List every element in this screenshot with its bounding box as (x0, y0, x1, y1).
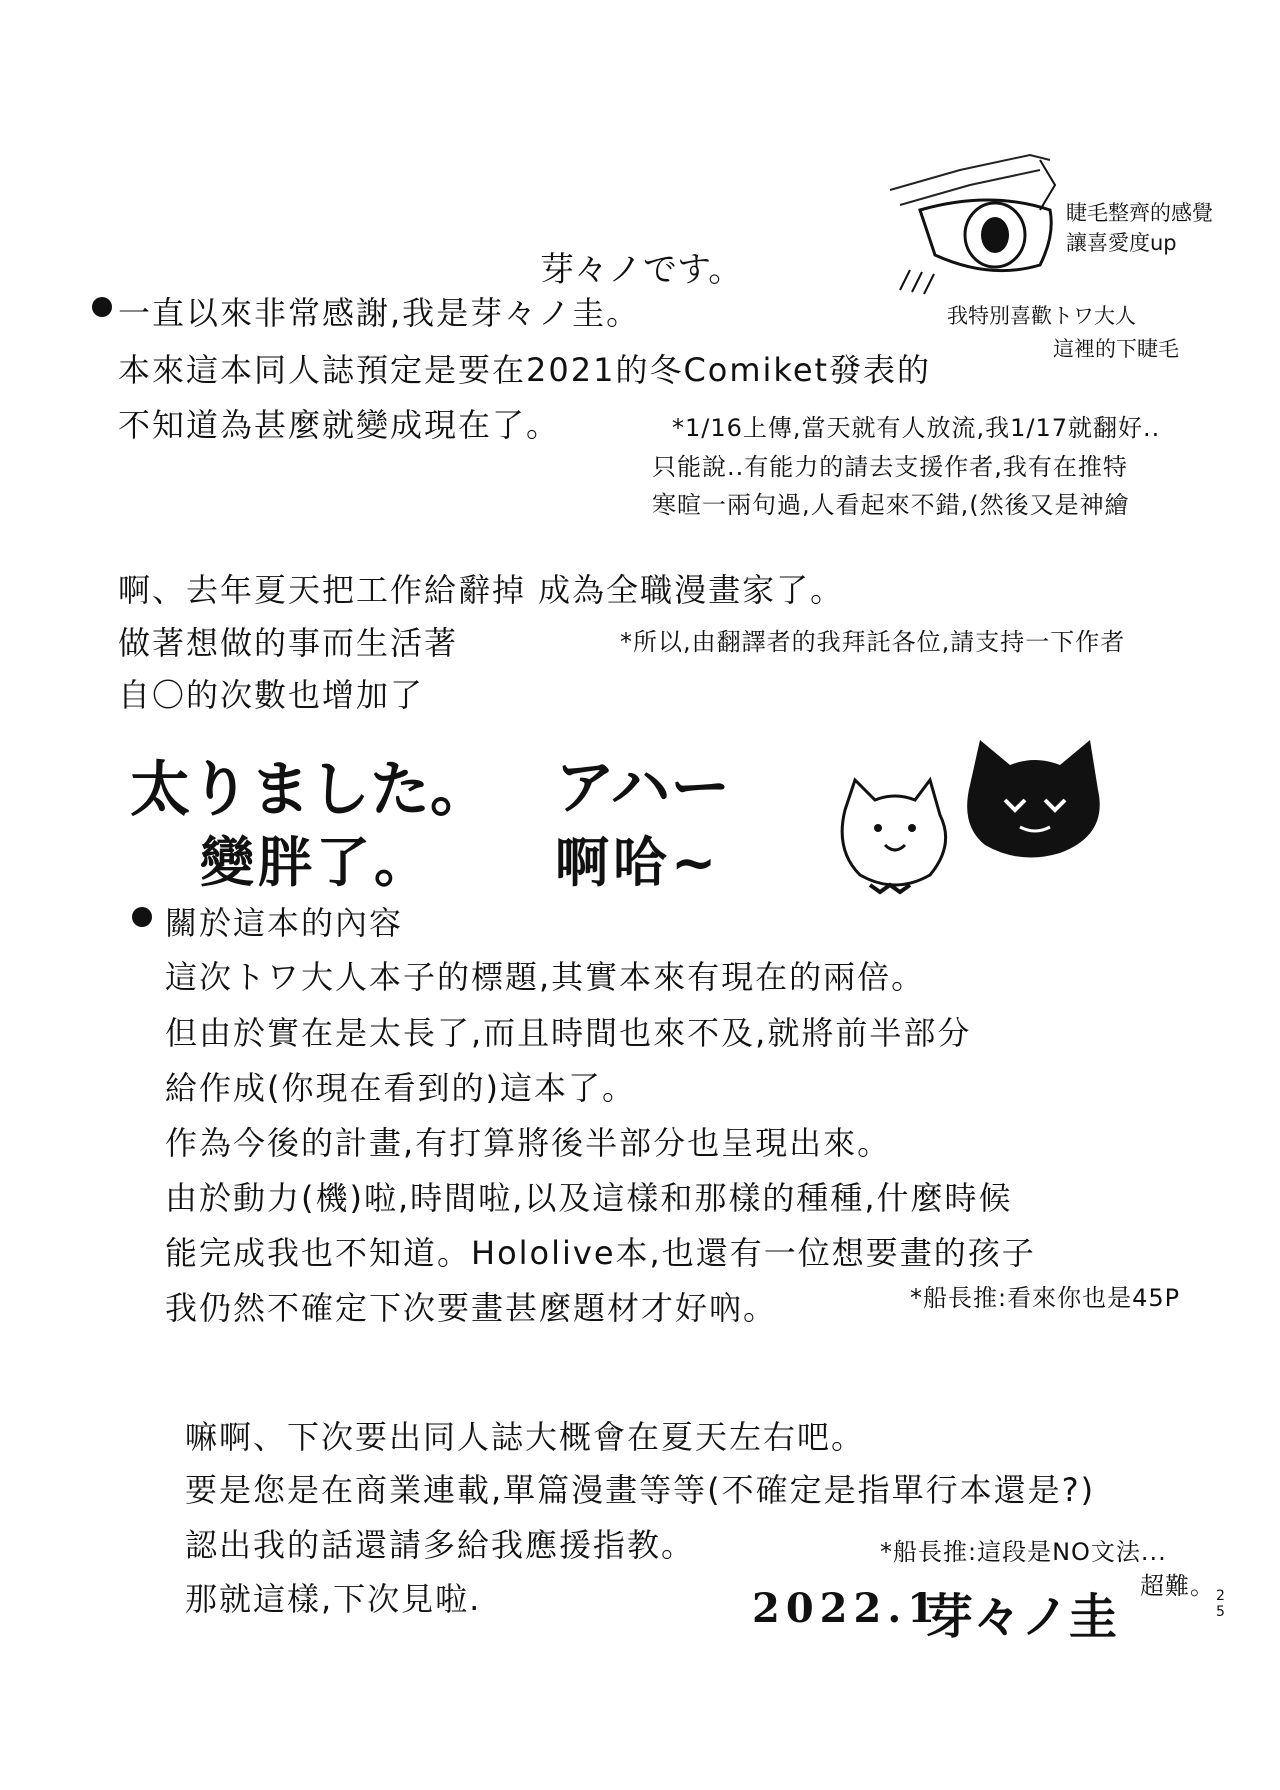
page-number: 25 (1216, 1588, 1225, 1620)
captain-note-2-line-2: 超難。 (1140, 1572, 1215, 1600)
translator-note-line-3: 寒暄一兩句過,人看起來不錯,(然後又是神繪 (652, 491, 1130, 519)
update-line-2: 做著想做的事而生活著 (118, 624, 459, 662)
intro-line-2: 本來這本同人誌預定是要在2021的冬Comiket發表的 (118, 351, 932, 389)
eye-doodle (880, 150, 1080, 320)
support-note: *所以,由翻譯者的我拜託各位,請支持一下作者 (620, 628, 1126, 656)
content-line-2: 但由於實在是太長了,而且時間也來不及,就將前半部分 (165, 1014, 972, 1052)
laugh-jp: アハー (555, 753, 731, 823)
lash-note-line-1: 我特別喜歡トワ大人 (947, 304, 1136, 328)
closing-line-4: 那就這樣,下次見啦. (185, 1580, 482, 1618)
content-line-7: 我仍然不確定下次要畫甚麼題材才好吶。 (165, 1289, 778, 1327)
content-line-5: 由於動力(機)啦,時間啦,以及這樣和那樣的種種,什麼時候 (165, 1179, 1013, 1217)
content-heading: 關於這本的內容 (165, 904, 404, 942)
translator-note-line-1: *1/16上傳,當天就有人放流,我1/17就翻好.. (672, 414, 1161, 442)
content-line-6: 能完成我也不知道。Hololive本,也還有一位想要畫的孩子 (165, 1234, 1036, 1272)
content-line-1: 這次トワ大人本子的標題,其實本來有現在的兩倍。 (165, 958, 926, 996)
eye-note-line-2: 讓喜愛度up (1066, 231, 1177, 255)
black-cat-doodle (960, 735, 1110, 865)
captain-note-2-line-1: *船長推:這段是NO文法... (880, 1538, 1167, 1566)
signature-jp: 芽々ノです。 (540, 250, 743, 290)
intro-line-1: 一直以來非常感謝,我是芽々ノ圭。 (118, 294, 641, 332)
signature: 芽々ノ圭 (925, 1589, 1118, 1645)
translator-note-line-2: 只能說..有能力的請去支援作者,我有在推特 (652, 453, 1128, 481)
date: 2022.1 (752, 1585, 942, 1632)
eye-note-line-1: 睫毛整齊的感覺 (1066, 201, 1213, 225)
closing-line-2: 要是您是在商業連載,單篇漫畫等等(不確定是指單行本還是?) (185, 1471, 1096, 1509)
update-line-1: 啊、去年夏天把工作給辭掉 成為全職漫畫家了。 (118, 571, 845, 609)
intro-line-3: 不知道為甚麼就變成現在了。 (118, 406, 561, 444)
fat-zh: 變胖了。 (200, 831, 432, 894)
laugh-zh: 啊哈~ (555, 831, 721, 894)
content-line-3: 給作成(你現在看到的)這本了。 (165, 1069, 636, 1107)
closing-line-1: 嘛啊、下次要出同人誌大概會在夏天左右吧。 (185, 1418, 866, 1456)
bullet-intro (92, 297, 112, 317)
fat-jp: 太りました。 (130, 755, 490, 825)
bullet-content (132, 907, 152, 927)
dog-doodle (830, 770, 960, 910)
closing-line-3: 認出我的話還請多給我應援指教。 (185, 1526, 696, 1564)
content-line-4: 作為今後的計畫,有打算將後半部分也呈現出來。 (165, 1124, 892, 1162)
captain-note-1: *船長推:看來你也是45P (910, 1284, 1181, 1312)
update-line-3: 自〇的次數也增加了 (118, 676, 425, 714)
lash-note-line-2: 這裡的下睫毛 (1053, 337, 1179, 361)
